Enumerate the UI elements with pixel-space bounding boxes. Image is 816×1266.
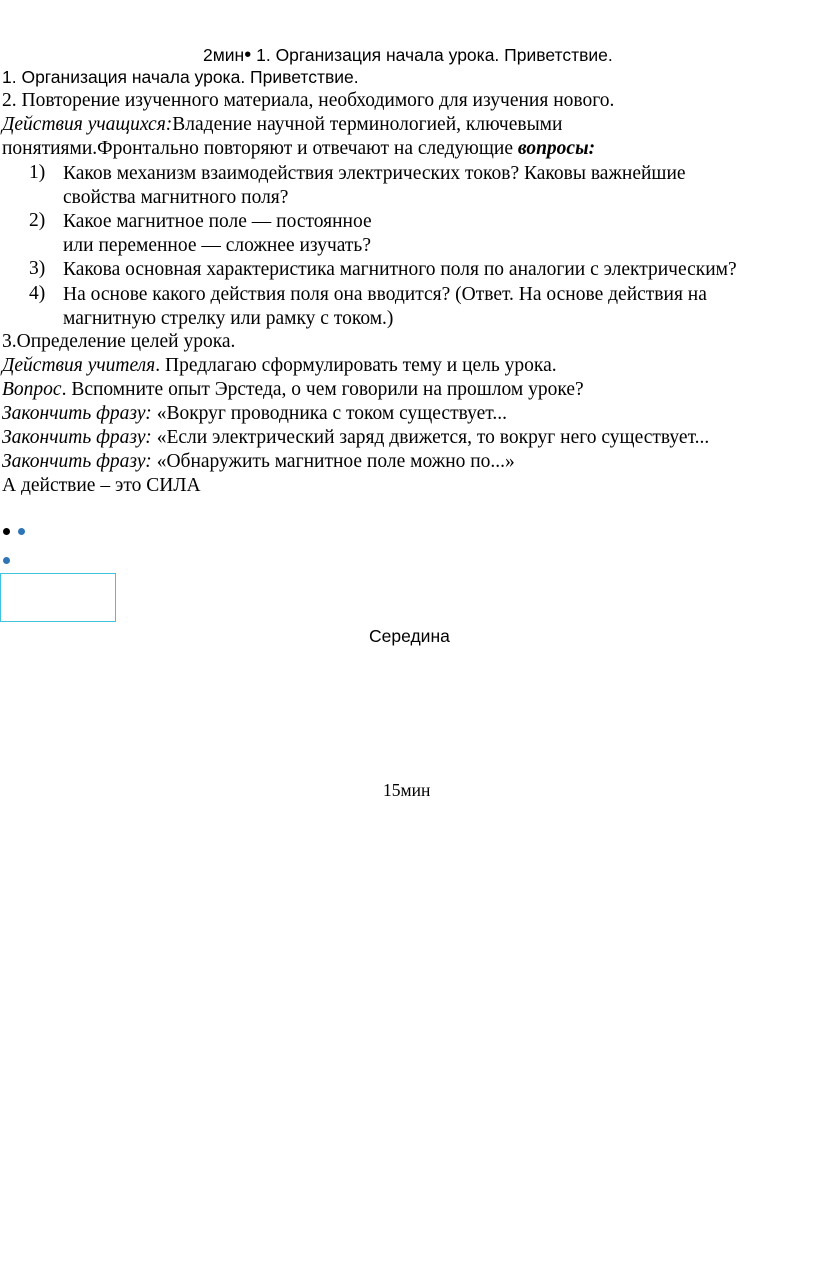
list-number: 2) — [29, 210, 46, 231]
question-label: Вопрос — [2, 379, 62, 400]
list-text: свойства магнитного поля? — [63, 187, 289, 208]
bullet-dot-icon — [18, 528, 25, 535]
section3-heading: 3.Определение целей урока. — [2, 331, 236, 352]
students-line2 — [2, 138, 595, 160]
list-number: 4) — [29, 283, 46, 304]
teacher-text: . Предлагаю сформулировать тему и цель урока. — [155, 355, 557, 376]
bullet-dot-icon — [3, 557, 10, 564]
teacher-label: Действия учителя — [2, 355, 156, 376]
section2-heading: 2. Повторение изученного материала, необходимого для изучения нового. — [2, 90, 615, 111]
bullet-dot-icon — [3, 528, 10, 535]
phrase-text: «Если электрический заряд движется, то вокруг него существует... — [151, 427, 710, 448]
students-line1 — [2, 114, 562, 136]
header-line — [203, 44, 613, 67]
bullet-icon: • — [244, 44, 252, 66]
list-text: Какова основная характеристика магнитного поля по аналогии с электрическим? — [63, 259, 737, 280]
phrase-line — [2, 427, 709, 449]
list-text: Каков механизм взаимодействия электрических токов? Каковы важнейшие — [63, 163, 686, 184]
phrase-line — [2, 451, 515, 473]
list-number: 3) — [29, 258, 46, 279]
list-number: 1) — [29, 162, 46, 183]
section1-heading: 1. Организация начала урока. Приветствие. — [2, 67, 359, 87]
time-label: 2мин — [203, 45, 245, 65]
phrase-text: «Обнаружить магнитное поле можно по...» — [151, 451, 515, 472]
list-text: магнитную стрелку или рамку с током.) — [63, 308, 394, 329]
students-label: Действия учащихся: — [2, 114, 173, 135]
teacher-line — [2, 355, 557, 377]
question-line — [2, 379, 584, 401]
phrase-label: Закончить фразу: — [2, 427, 152, 448]
phrase-label: Закончить фразу: — [2, 451, 152, 472]
middle-label: Середина — [369, 626, 450, 646]
questions-label: вопросы: — [517, 138, 596, 159]
conclusion-text: А действие – это СИЛА — [2, 475, 201, 496]
students-text2: понятиями.Фронтально повторяют и отвечают на следующие — [2, 138, 518, 159]
list-text: На основе какого действия поля она вводится? (Ответ. На основе действия на — [63, 284, 707, 305]
list-text: Какое магнитное поле — постоянное — [63, 211, 372, 232]
students-text1: Владение научной терминологией, ключевыми — [172, 114, 563, 135]
phrase-label: Закончить фразу: — [2, 403, 152, 424]
question-text: . Вспомните опыт Эрстеда, о чем говорили на прошлом уроке? — [61, 379, 584, 400]
phrase-line — [2, 403, 507, 425]
header-title: 1. Организация начала урока. Приветствие. — [256, 45, 613, 65]
list-text: или переменное — сложнее изучать? — [63, 235, 371, 256]
time-label-15: 15мин — [383, 780, 431, 800]
phrase-text: «Вокруг проводника с током существует... — [151, 403, 507, 424]
outlined-box — [0, 573, 116, 622]
